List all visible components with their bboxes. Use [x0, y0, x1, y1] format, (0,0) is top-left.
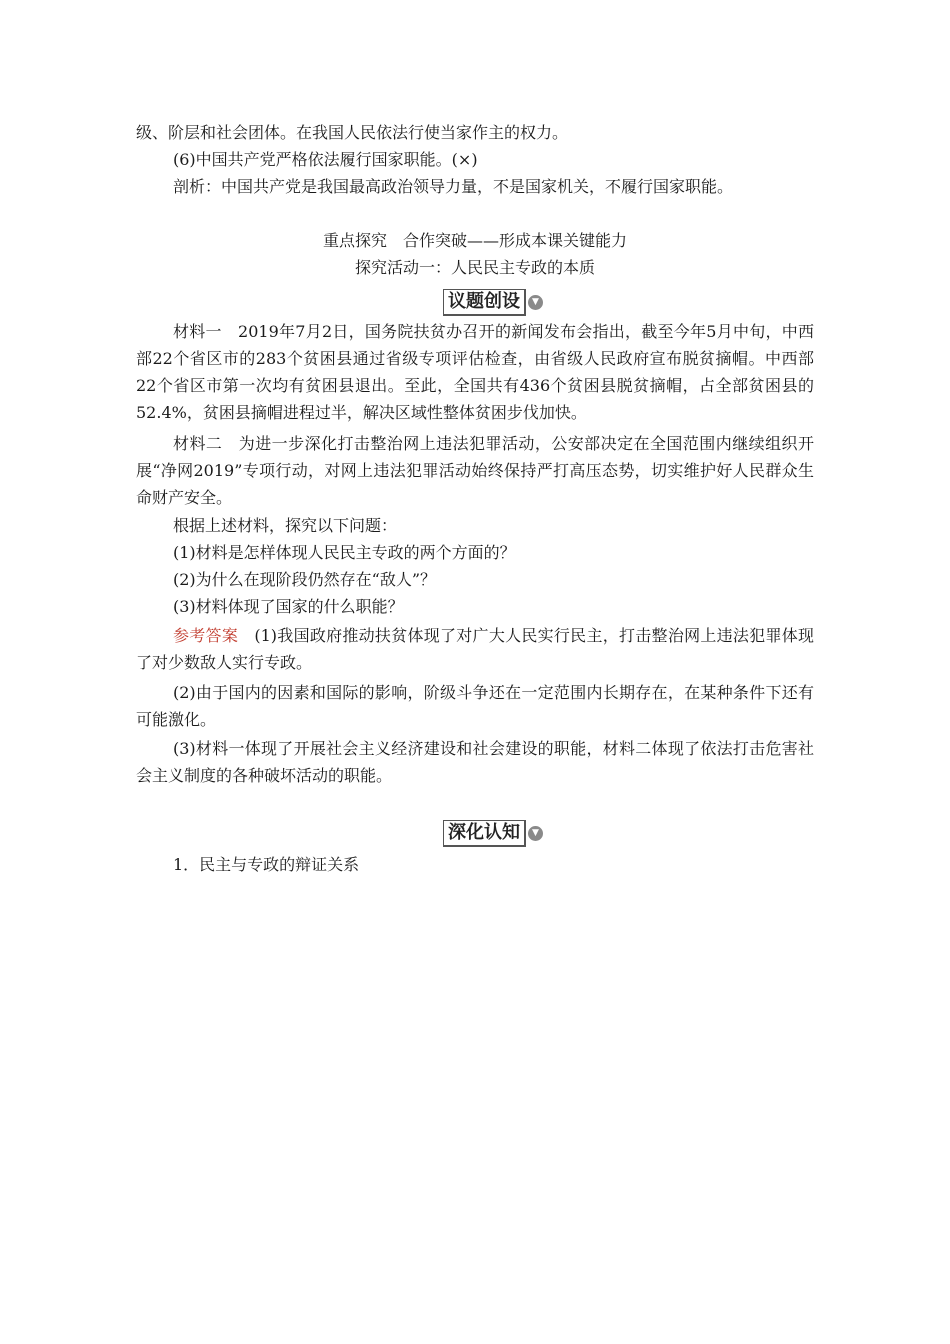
- section-heading: 重点探究 合作突破——形成本课关键能力: [322, 231, 627, 250]
- judgement-item-6: (6)中国共产党严格依法履行国家职能。(×): [173, 150, 478, 169]
- deepen-understanding-header: [443, 820, 543, 847]
- question-prompt: 根据上述材料，探究以下问题：: [173, 516, 398, 535]
- answer-3: (3)材料一体现了开展社会主义经济建设和社会建设的职能，材料二体现了依法打击危害社会主义制度的各种破坏活动的职能。: [136, 739, 814, 785]
- topic-creation-header: [443, 289, 543, 316]
- analysis-text: 剖析：中国共产党是我国最高政治领导力量，不是国家机关，不履行国家职能。: [173, 177, 734, 196]
- question-3: (3)材料体现了国家的什么职能？: [173, 597, 404, 616]
- question-1: (1)材料是怎样体现人民民主专政的两个方面的？: [173, 543, 516, 562]
- point-1: 1．民主与专政的辩证关系: [173, 855, 360, 874]
- intro-line: 级、阶层和社会团体。在我国人民依法行使当家作主的权力。: [136, 123, 569, 142]
- chevron-down-circle-icon: ▼: [528, 295, 543, 310]
- material-two: 材料二 为进一步深化打击整治网上违法犯罪活动，公安部决定在全国范围内继续组织开展“净网2019”专项行动，对网上违法犯罪活动始终保持严打高压态势，切实维护好人民群众生命财产安全。: [136, 434, 814, 507]
- chevron-down-circle-icon: ▼: [528, 826, 543, 841]
- answer-2: (2)由于国内的因素和国际的影响，阶级斗争还在一定范围内长期存在，在某种条件下还有可能激化。: [136, 683, 814, 729]
- deepen-understanding-label: 深化认知: [443, 820, 526, 847]
- answer-1: [136, 622, 814, 676]
- topic-creation-label: 议题创设: [443, 289, 526, 316]
- answer-1-text: (1)我国政府推动扶贫体现了对广大人民实行民主，打击整治网上违法犯罪体现了对少数敌人实行专政。: [136, 626, 814, 672]
- reference-answer-label: 参考答案: [173, 626, 239, 645]
- material-one: 材料一 2019年7月2日，国务院扶贫办召开的新闻发布会指出，截至今年5月中旬，中西部22个省区市的283个贫困县通过省级专项评估检查，由省级人民政府宣布脱贫摘帽。中西部22个省区市第一次均有贫困县退出。至此，全国共有436个贫困县脱贫摘帽，占全部贫困县的52.4%，贫困县摘帽进程过半，解决区域性整体贫困步伐加快。: [136, 322, 814, 422]
- activity-heading: 探究活动一：人民民主专政的本质: [354, 258, 595, 277]
- question-2: (2)为什么在现阶段仍然存在“敌人”？: [173, 570, 437, 589]
